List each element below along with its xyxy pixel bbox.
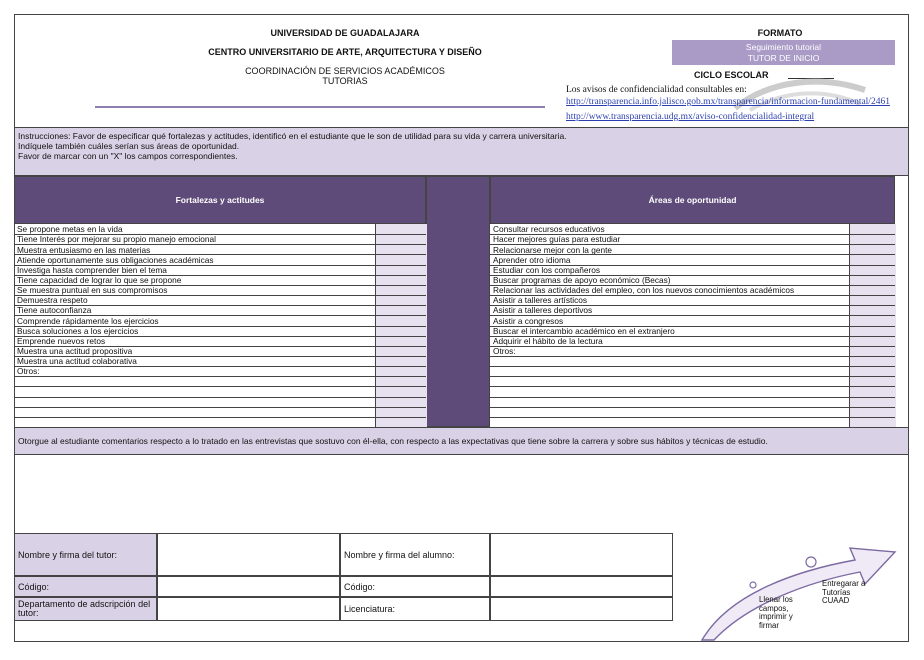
formato-title: FORMATO xyxy=(757,28,803,38)
strength-checkbox[interactable] xyxy=(375,397,426,407)
strength-checkbox[interactable] xyxy=(375,275,426,285)
strength-item: Otros: xyxy=(17,366,40,377)
opportunity-item: Relacionarse mejor con la gente xyxy=(493,244,612,255)
opportunity-checkbox[interactable] xyxy=(849,326,895,336)
instructions-line-2: Indíquele también cuáles serían sus áreas de oportunidad. xyxy=(18,141,240,151)
strength-checkbox[interactable] xyxy=(375,305,426,315)
opportunity-item: Buscar el intercambio académico en el extranjero xyxy=(493,325,675,336)
formato-sub1: Seguimiento tutorial xyxy=(745,42,822,52)
strength-checkbox[interactable] xyxy=(375,244,426,254)
codigo-alumno-field[interactable] xyxy=(490,576,673,597)
opportunity-checkbox[interactable] xyxy=(849,356,895,366)
strength-item: Investiga hasta comprender bien el tema xyxy=(17,264,167,275)
codigo-tutor-label: Código: xyxy=(14,576,157,597)
strength-item: Comprende rápidamente los ejercicios xyxy=(17,315,159,326)
strength-checkbox[interactable] xyxy=(375,234,426,244)
opportunity-checkbox[interactable] xyxy=(849,275,895,285)
opportunity-checkbox[interactable] xyxy=(849,224,895,234)
strength-checkbox[interactable] xyxy=(375,295,426,305)
strength-item: Muestra una actitud propositiva xyxy=(17,346,133,356)
strength-checkbox[interactable] xyxy=(375,285,426,295)
strength-item: Tiene autoconfianza xyxy=(17,305,92,316)
strength-item: Se muestra puntual en sus compromisos xyxy=(17,285,168,296)
opportunity-checkbox[interactable] xyxy=(849,244,895,254)
opportunity-item: Asistir a talleres deportivos xyxy=(493,305,593,316)
instructions-line-1: Instrucciones: Favor de especificar qué fortalezas y actitudes, identificó en el estudiante que le son de utilidad para su vida y carrera universitaria. xyxy=(18,131,567,141)
coordination-title: COORDINACIÓN DE SERVICIOS ACADÉMICOS xyxy=(245,66,445,76)
opportunity-checkbox[interactable] xyxy=(849,366,895,376)
codigo-tutor-field[interactable] xyxy=(157,576,340,597)
process-step-2: Entregarar a Tutorías CUAAD xyxy=(822,579,866,606)
opportunity-item: Asistir a congresos xyxy=(493,315,564,326)
opportunity-checkbox[interactable] xyxy=(849,397,895,407)
instructions-line-3: Favor de marcar con un "X" los campos correspondientes. xyxy=(18,151,238,161)
strength-item: Atiende oportunamente sus obligaciones académicas xyxy=(17,254,214,265)
strength-item: Busca soluciones a los ejercicios xyxy=(17,325,139,336)
opportunity-item: Estudiar con los compañeros xyxy=(493,264,600,275)
university-title: UNIVERSIDAD DE GUADALAJARA xyxy=(270,28,420,38)
opportunity-checkbox[interactable] xyxy=(849,305,895,315)
strength-item: Emprende nuevos retos xyxy=(17,335,106,346)
tutor-name-field[interactable] xyxy=(157,533,340,576)
opportunity-item: Aprender otro idioma xyxy=(493,254,571,265)
opportunity-checkbox[interactable] xyxy=(849,285,895,295)
opportunity-checkbox[interactable] xyxy=(849,265,895,275)
strength-item: Muestra entusiasmo en las materias xyxy=(17,244,151,255)
opportunity-checkbox[interactable] xyxy=(849,386,895,396)
departamento-label: Departamento de adscripción del tutor: xyxy=(14,597,157,621)
opportunities-header-label: Áreas de oportunidad xyxy=(648,195,737,205)
center-title: CENTRO UNIVERSITARIO DE ARTE, ARQUITECTURA Y DISEÑO xyxy=(208,47,482,57)
strength-checkbox[interactable] xyxy=(375,407,426,417)
strength-checkbox[interactable] xyxy=(375,346,426,356)
privacy-text: Los avisos de confidencialidad consultables en: xyxy=(566,85,747,95)
opportunity-item: Adquirir el hábito de la lectura xyxy=(493,335,603,346)
opportunity-item: Otros: xyxy=(493,346,516,356)
departamento-field[interactable] xyxy=(157,597,340,621)
opportunity-checkbox[interactable] xyxy=(849,407,895,417)
middle-divider xyxy=(426,176,490,427)
strength-item: Muestra una actitud colaborativa xyxy=(17,356,137,367)
strength-item: Se propone metas en la vida xyxy=(17,224,123,235)
strengths-header-label: Fortalezas y actitudes xyxy=(175,195,265,205)
opportunity-item: Relacionar las actividades del empleo, con los nuevos conocimientos académicos xyxy=(493,285,795,296)
formato-sub2: TUTOR DE INICIO xyxy=(747,53,820,63)
tutor-name-label: Nombre y firma del tutor: xyxy=(14,533,157,576)
strength-checkbox[interactable] xyxy=(375,366,426,376)
codigo-alumno-label: Código: xyxy=(340,576,490,597)
strength-checkbox[interactable] xyxy=(375,336,426,346)
opportunity-item: Asistir a talleres artísticos xyxy=(493,295,588,306)
strength-item: Tiene capacidad de lograr lo que se propone xyxy=(17,274,182,285)
strength-checkbox[interactable] xyxy=(375,356,426,366)
privacy-link-1[interactable]: http://transparencia.info.jalisco.gob.mx/transparencia/informacion-fundamental/2461 xyxy=(566,97,890,107)
strength-checkbox[interactable] xyxy=(375,315,426,325)
comments-prompt: Otorgue al estudiante comentarios respecto a lo tratado en las entrevistas que sostuvo con él-ella, con respecto a las expectativas que tiene sobre la carrera y sobre sus hábitos y técnicas de estudio. xyxy=(18,436,768,446)
opportunity-item: Buscar programas de apoyo económico (Becas) xyxy=(493,274,671,285)
strength-checkbox[interactable] xyxy=(375,265,426,275)
opportunity-checkbox[interactable] xyxy=(849,336,895,346)
privacy-link-2[interactable]: http://www.transparencia.udg.mx/aviso-confidencialidad-integral xyxy=(566,112,815,122)
opportunity-checkbox[interactable] xyxy=(849,295,895,305)
licenciatura-label: Licenciatura: xyxy=(340,597,490,621)
ciclo-label: CICLO ESCOLAR xyxy=(694,70,769,80)
opportunity-checkbox[interactable] xyxy=(849,346,895,356)
strength-checkbox[interactable] xyxy=(375,326,426,336)
student-name-field[interactable] xyxy=(490,533,673,576)
strength-checkbox[interactable] xyxy=(375,254,426,264)
opportunity-checkbox[interactable] xyxy=(849,234,895,244)
opportunity-checkbox[interactable] xyxy=(849,315,895,325)
opportunity-checkbox[interactable] xyxy=(849,417,895,427)
opportunity-checkbox[interactable] xyxy=(849,254,895,264)
header-divider xyxy=(95,106,545,108)
strength-checkbox[interactable] xyxy=(375,386,426,396)
strength-item: Tiene Interés por mejorar su propio manejo emocional xyxy=(17,234,216,245)
opportunity-item: Hacer mejores guías para estudiar xyxy=(493,234,621,245)
student-name-label: Nombre y firma del alumno: xyxy=(340,533,490,576)
licenciatura-field[interactable] xyxy=(490,597,673,621)
opportunity-checkbox[interactable] xyxy=(849,376,895,386)
process-step-1: Llenar los campos, imprimir y firmar xyxy=(759,595,793,630)
strength-checkbox[interactable] xyxy=(375,417,426,427)
strength-item: Demuestra respeto xyxy=(17,295,88,306)
strength-checkbox[interactable] xyxy=(375,224,426,234)
opportunity-item: Consultar recursos educativos xyxy=(493,224,605,235)
area-title: TUTORIAS xyxy=(322,76,368,86)
strength-checkbox[interactable] xyxy=(375,376,426,386)
